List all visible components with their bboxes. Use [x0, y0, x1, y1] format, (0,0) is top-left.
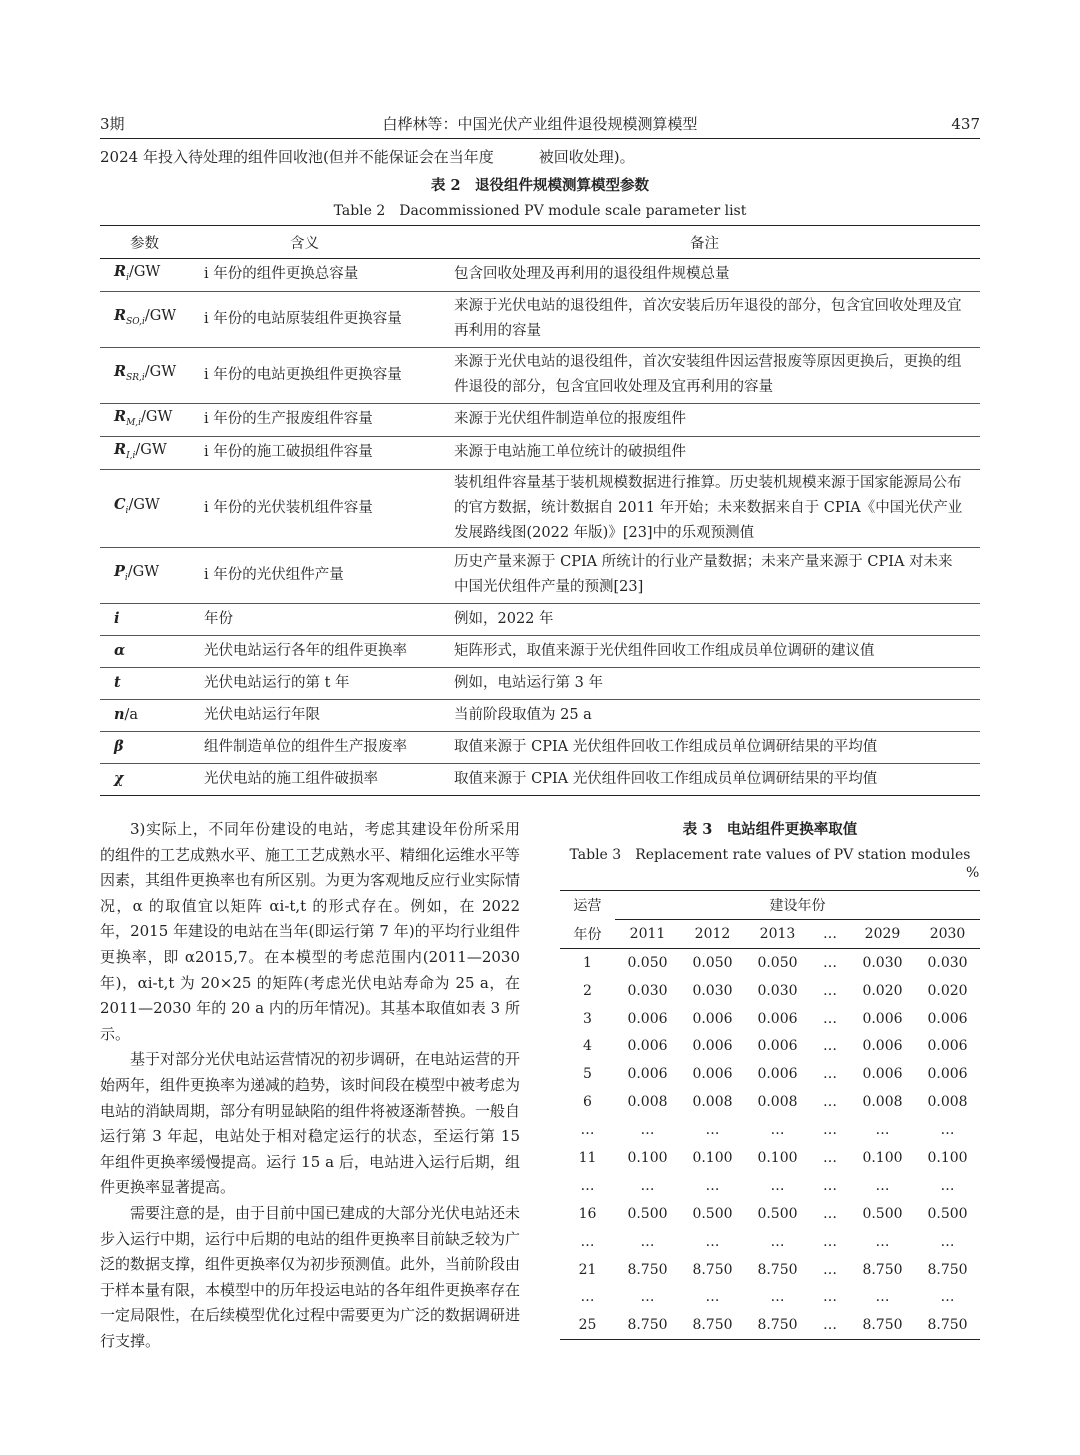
table2-note-cell: 矩阵形式，取值来源于光伏组件回收工作组成员单位调研的建议值: [440, 635, 980, 667]
table3-row: [560, 1032, 980, 1060]
table2-row: [100, 259, 980, 292]
param-unit: /GW: [128, 264, 161, 280]
table3-value-cell: 0.030: [692, 982, 733, 999]
table3-row: [560, 1060, 980, 1088]
table3-value-cell: …: [940, 1233, 955, 1250]
table3-year-cell: 2: [583, 982, 592, 999]
param-subscript: SR,i: [126, 373, 145, 384]
table3-value-cell: …: [823, 1205, 837, 1222]
table3-value-cell: 0.006: [627, 1066, 668, 1083]
param-unit: /a: [124, 707, 139, 724]
table2-row: [100, 291, 980, 347]
table3-value-cell: 8.750: [862, 1261, 903, 1278]
table3-value-cell: 8.750: [680, 1311, 745, 1339]
table3-value-cell: 0.100: [927, 1149, 968, 1166]
table2-param-cell: [100, 291, 190, 347]
table3-value-cell: …: [823, 1149, 837, 1166]
table3-value-cell: 0.050: [627, 954, 668, 971]
table2-caption-en: Table 2 Dacommissioned PV module scale parameter list: [333, 203, 747, 219]
table3-year-cell: 3: [583, 1010, 592, 1027]
table3-value-cell: 8.750: [627, 1261, 668, 1278]
table3-caption-cn: 表 3 电站组件更换率取值: [682, 821, 858, 838]
table3-value-cell: …: [640, 1289, 655, 1306]
table2-param-cell: [100, 436, 190, 469]
table3-value-cell: …: [875, 1177, 890, 1194]
table3-value-cell: 0.030: [927, 954, 968, 971]
table3-row: [560, 1144, 980, 1172]
table2-body: [100, 259, 980, 796]
table3-value-cell: …: [823, 1122, 837, 1139]
table3-value-cell: 0.008: [862, 1094, 903, 1111]
table2-note-cell: 来源于光伏电站的退役组件，首次安装后历年退役的部分，包含宜回收处理及宜再利用的容量: [440, 291, 980, 347]
table3-value-cell: 0.100: [627, 1149, 668, 1166]
param-unit: /GW: [144, 308, 177, 325]
table3-year-cell: 21: [578, 1261, 597, 1278]
table3-value-cell: …: [875, 1122, 890, 1139]
table2-meaning-cell: 光伏电站的施工组件破损率: [190, 763, 440, 795]
table2-meaning-cell: i 年份的电站原装组件更换容量: [190, 291, 440, 347]
table3-value-cell: 8.750: [850, 1311, 915, 1339]
running-header: [100, 114, 980, 138]
table3-value-cell: 0.006: [757, 1010, 798, 1027]
table2-row: [100, 547, 980, 603]
param-symbol: R: [114, 307, 127, 325]
table3-col-ellipsis: …: [810, 919, 850, 948]
table2-header-row: [100, 226, 980, 259]
table3-value-cell: 0.006: [627, 1010, 668, 1027]
table3-value-cell: …: [770, 1289, 785, 1306]
table2-note-cell: 取值来源于 CPIA 光伏组件回收工作组成员单位调研结果的平均值: [440, 763, 980, 795]
table3-year-cell: …: [580, 1289, 595, 1306]
table3-value-cell: …: [810, 1311, 850, 1339]
table3-year-cell: 25: [560, 1311, 615, 1339]
body-text: [100, 817, 520, 1354]
table3-value-cell: …: [640, 1122, 655, 1139]
table3-row: [560, 1256, 980, 1284]
table3-value-cell: …: [823, 1289, 837, 1306]
table3: [560, 890, 980, 1340]
table2-note-cell: 来源于光伏组件制造单位的报废组件: [440, 403, 980, 436]
param-symbol: R: [114, 407, 127, 425]
table3-year-cell: 4: [583, 1038, 592, 1055]
table3-value-cell: 0.006: [927, 1038, 968, 1055]
table3-value-cell: 0.008: [627, 1094, 668, 1111]
table3-value-cell: …: [823, 982, 837, 999]
param-subscript: i: [124, 573, 128, 584]
table3-value-cell: …: [875, 1233, 890, 1250]
table3-row: [560, 948, 980, 976]
table3-value-cell: 0.500: [862, 1205, 903, 1222]
table3-value-cell: …: [640, 1233, 655, 1250]
table3-header-row-1: [560, 891, 980, 920]
table3-value-cell: 0.006: [757, 1038, 798, 1055]
table2-param-cell: [100, 259, 190, 292]
table3-value-cell: 8.750: [927, 1261, 968, 1278]
param-symbol: R: [114, 263, 127, 280]
table3-header-row-2: [560, 919, 980, 948]
table3-value-cell: 0.500: [627, 1205, 668, 1222]
table3-value-cell: 0.100: [862, 1149, 903, 1166]
table3-value-cell: …: [770, 1122, 785, 1139]
table2-meaning-cell: 光伏电站运行年限: [190, 699, 440, 731]
table3-year-cell: …: [580, 1122, 595, 1139]
table3-col-2030: 2030: [915, 919, 980, 948]
table3-value-cell: 0.030: [627, 982, 668, 999]
table3-value-cell: …: [823, 1177, 837, 1194]
table2-note-cell: 例如，2022 年: [440, 603, 980, 635]
table3-row: [560, 977, 980, 1005]
table2-row: [100, 731, 980, 763]
table2-param-cell: [100, 603, 190, 635]
table3-value-cell: 0.030: [757, 982, 798, 999]
table3-col-2029: 2029: [850, 919, 915, 948]
table3-value-cell: 0.006: [627, 1038, 668, 1055]
table2-param-cell: [100, 731, 190, 763]
table3-value-cell: 0.100: [757, 1149, 798, 1166]
table3-year-cell: …: [580, 1233, 595, 1250]
paragraph-3: 需要注意的是，由于目前中国已建成的大部分光伏电站还未步入运行中期，运行中后期的电站的组件更换率目前缺乏较为广泛的数据支撑，组件更换率仅为初步预测值。此外，当前阶段由于样本量有限，本模型中的历年投运电站的各年组件更换率存在一定局限性，在后续模型优化过程中需要更为广泛的数据调研进行支撑。: [100, 1203, 521, 1350]
table3-group-header: 建设年份: [615, 891, 980, 920]
table3-value-cell: …: [705, 1122, 720, 1139]
table3-value-cell: 0.020: [927, 982, 968, 999]
table2-row: [100, 347, 980, 403]
param-subscript: I,i: [126, 450, 136, 461]
table2-meaning-cell: i 年份的组件更换总容量: [190, 259, 440, 292]
table2-meaning-cell: i 年份的生产报废组件容量: [190, 403, 440, 436]
table3-year-cell: 6: [583, 1094, 592, 1111]
table3-value-cell: …: [823, 1094, 837, 1111]
param-symbol: C: [114, 496, 126, 514]
table2-param-cell: [100, 403, 190, 436]
table2-row: [100, 635, 980, 667]
page-number: 437: [951, 115, 980, 133]
lead-line: 2024 年投入待处理的组件回收池(但并不能保证会在当年度 被回收处理)。: [100, 148, 635, 166]
header-rule: [100, 138, 980, 139]
paragraph-1: 3)实际上，不同年份建设的电站，考虑其建设年份所采用的组件的工艺成熟水平、施工工艺成熟水平、精细化运维水平等因素，其组件更换率也有所区别。为更为客观地反应行业实际情况，α 的取值宜以矩阵 αi-t,t 的形式存在。例如，在 2022 年，2015 年建设的电站在当年(即运行第 7 年)的平均行业组件更换率，即 α2015,7。在本模型的考虑范围内(2011—2030 年)，αi-t,t 为 20×25 的矩阵(考虑光伏电站寿命为 25 a，在 2011—2030 年的 20 a 内的历年情况)。其基本取值如表 3 所示。: [100, 820, 521, 1043]
table2-row: [100, 763, 980, 795]
table3-year-cell: 5: [583, 1066, 592, 1083]
table2-row: [100, 699, 980, 731]
table3-row: [560, 1116, 980, 1144]
table3-value-cell: 0.006: [692, 1010, 733, 1027]
table3-value-cell: 0.500: [692, 1205, 733, 1222]
param-symbol: β: [114, 738, 124, 756]
table2-note-cell: 装机组件容量基于装机规模数据进行推算。历史装机规模来源于国家能源局公布的官方数据，统计数据自 2011 年开始；未来数据来自于 CPIA《中国光伏产业发展路线图(2022 年版)》[23]中的乐观预测值: [440, 469, 980, 547]
table3-value-cell: 8.750: [757, 1261, 798, 1278]
table3-col-2011: 2011: [615, 919, 680, 948]
table3-row: [560, 1088, 980, 1116]
table3-year-cell: 11: [578, 1149, 597, 1166]
table2-row: [100, 436, 980, 469]
table3-value-cell: 0.006: [862, 1010, 903, 1027]
table2-param-cell: [100, 469, 190, 547]
table2: [100, 225, 980, 796]
param-unit: /GW: [127, 564, 160, 581]
table3-value-cell: …: [770, 1233, 785, 1250]
table3-value-cell: …: [823, 954, 837, 971]
table3-year-cell: 16: [578, 1205, 597, 1222]
table2-note-cell: 当前阶段取值为 25 a: [440, 699, 980, 731]
table3-value-cell: …: [770, 1177, 785, 1194]
table3-value-cell: …: [640, 1177, 655, 1194]
table3-caption-en: Table 3 Replacement rate values of PV station modules: [569, 847, 971, 863]
table2-row: [100, 403, 980, 436]
table2-meaning-cell: i 年份的施工破损组件容量: [190, 436, 440, 469]
param-subscript: i: [126, 272, 129, 283]
table2-row: [100, 667, 980, 699]
table2-row: [100, 603, 980, 635]
table2-param-cell: [100, 635, 190, 667]
table3-value-cell: 0.006: [692, 1038, 733, 1055]
table3-row: [560, 1005, 980, 1033]
table2-meaning-cell: 组件制造单位的组件生产报废率: [190, 731, 440, 763]
table3-value-cell: 8.750: [745, 1311, 810, 1339]
table3-value-cell: 0.100: [692, 1149, 733, 1166]
table3-value-cell: 0.500: [757, 1205, 798, 1222]
table2-param-cell: [100, 547, 190, 603]
table3-value-cell: …: [705, 1289, 720, 1306]
table3-value-cell: …: [823, 1038, 837, 1055]
table3-value-cell: 0.006: [927, 1066, 968, 1083]
table2-header-meaning: 含义: [190, 226, 440, 259]
table3-row: [560, 1228, 980, 1256]
table2-note-cell: 取值来源于 CPIA 光伏组件回收工作组成员单位调研结果的平均值: [440, 731, 980, 763]
table3-value-cell: …: [705, 1233, 720, 1250]
table2-note-cell: 历史产量来源于 CPIA 所统计的行业产量数据；未来产量来源于 CPIA 对未来中国光伏组件产量的预测[23]: [440, 547, 980, 603]
table2-header-note: 备注: [440, 226, 980, 259]
table3-value-cell: 0.008: [692, 1094, 733, 1111]
table3-year-cell: …: [580, 1177, 595, 1194]
param-unit: /GW: [135, 441, 167, 458]
table3-rowhead-2: 年份: [560, 919, 615, 948]
param-symbol: t: [114, 674, 121, 692]
table3-value-cell: …: [705, 1177, 720, 1194]
param-subscript: SO,i: [126, 317, 145, 328]
table3-value-cell: …: [940, 1177, 955, 1194]
issue-label: 3期: [100, 115, 125, 133]
table3-year-cell: 1: [583, 954, 592, 971]
table2-param-cell: [100, 699, 190, 731]
table2-param-cell: [100, 347, 190, 403]
table2-meaning-cell: 年份: [190, 603, 440, 635]
param-unit: /GW: [141, 408, 173, 425]
param-symbol: α: [114, 642, 126, 660]
param-symbol: i: [114, 610, 120, 628]
table2-note-cell: 例如，电站运行第 3 年: [440, 667, 980, 699]
table2-param-cell: [100, 763, 190, 795]
table3-row: [560, 1311, 980, 1339]
param-symbol: χ: [114, 770, 124, 788]
table3-value-cell: …: [823, 1261, 837, 1278]
table2-meaning-cell: 光伏电站运行的第 t 年: [190, 667, 440, 699]
table2-meaning-cell: i 年份的光伏组件产量: [190, 547, 440, 603]
table3-value-cell: 0.006: [862, 1066, 903, 1083]
table3-value-cell: 0.006: [927, 1010, 968, 1027]
table3-value-cell: …: [823, 1066, 837, 1083]
table3-value-cell: 0.006: [757, 1066, 798, 1083]
table3-col-2013: 2013: [745, 919, 810, 948]
table2-note-cell: 来源于光伏电站的退役组件，首次安装组件因运营报废等原因更换后，更换的组件退役的部分，包含宜回收处理及宜再利用的容量: [440, 347, 980, 403]
table3-unit: %: [966, 865, 980, 881]
table3-value-cell: …: [940, 1289, 955, 1306]
table3-col-2012: 2012: [680, 919, 745, 948]
param-unit: /GW: [144, 364, 177, 381]
table3-value-cell: 0.500: [927, 1205, 968, 1222]
table2-row: [100, 469, 980, 547]
table3-value-cell: 0.020: [862, 982, 903, 999]
param-symbol: P: [114, 563, 125, 581]
table2-meaning-cell: 光伏电站运行各年的组件更换率: [190, 635, 440, 667]
table3-rowhead-1: 运营: [560, 891, 615, 920]
table2-note-cell: 来源于电站施工单位统计的破损组件: [440, 436, 980, 469]
table3-value-cell: 0.050: [692, 954, 733, 971]
table3-value-cell: …: [823, 1233, 837, 1250]
table3-value-cell: 8.750: [692, 1261, 733, 1278]
table3-value-cell: 0.008: [757, 1094, 798, 1111]
paragraph-2: 基于对部分光伏电站运营情况的初步调研，在电站运营的开始两年，组件更换率为递减的趋势，该时间段在模型中被考虑为电站的消缺周期，部分有明显缺陷的组件将被逐渐替换。一般自运行第 3 年起，电站处于相对稳定运行的状态，至运行第 15 年组件更换率缓慢提高。运行 15 a 后，电站进入运行后期，组件更换率显著提高。: [100, 1050, 521, 1197]
table3-value-cell: 0.008: [927, 1094, 968, 1111]
table2-note-cell: 包含回收处理及再利用的退役组件规模总量: [440, 259, 980, 292]
table3-value-cell: …: [823, 1010, 837, 1027]
table2-caption-cn: 表 2 退役组件规模测算模型参数: [430, 177, 650, 194]
table3-value-cell: 8.750: [615, 1311, 680, 1339]
param-symbol: R: [114, 440, 127, 458]
table2-param-cell: [100, 667, 190, 699]
table3-value-cell: …: [940, 1122, 955, 1139]
param-unit: /GW: [128, 497, 160, 514]
table2-meaning-cell: i 年份的光伏装机组件容量: [190, 469, 440, 547]
table3-value-cell: 0.006: [692, 1066, 733, 1083]
param-symbol: n: [114, 706, 125, 724]
table3-value-cell: 8.750: [915, 1311, 980, 1339]
running-title: 白桦林等：中国光伏产业组件退役规模测算模型: [382, 115, 698, 133]
table3-row: [560, 1200, 980, 1228]
table3-value-cell: 0.030: [862, 954, 903, 971]
table3-value-cell: 0.050: [757, 954, 798, 971]
table2-header-param: 参数: [100, 226, 190, 259]
table2-meaning-cell: i 年份的电站更换组件更换容量: [190, 347, 440, 403]
param-subscript: i: [125, 506, 129, 517]
table3-value-cell: 0.006: [862, 1038, 903, 1055]
table3-body: [560, 948, 980, 1339]
param-subscript: M,i: [126, 417, 142, 428]
table3-row: [560, 1283, 980, 1311]
table3-value-cell: …: [875, 1289, 890, 1306]
table3-row: [560, 1172, 980, 1200]
param-symbol: R: [114, 363, 127, 381]
